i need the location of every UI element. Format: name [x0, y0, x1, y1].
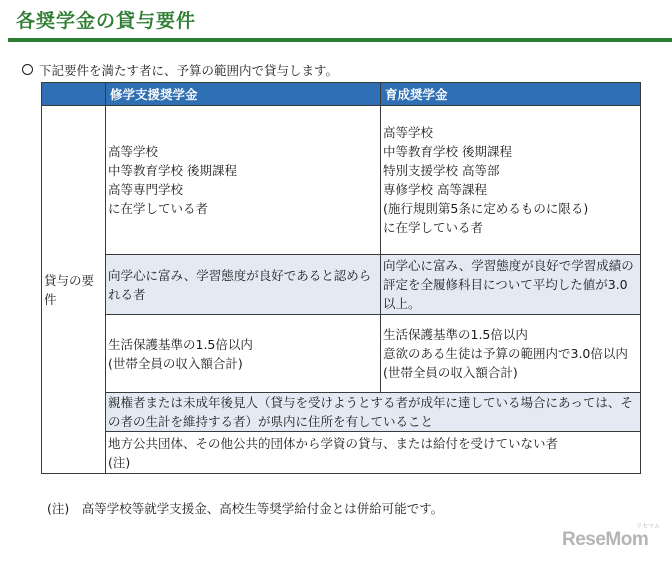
school-requirement-shugaku: 高等学校 中等教育学校 後期課程 高等専門学校 に在学している者	[106, 106, 381, 255]
attitude-requirement-ikusei: 向学心に富み、学習態度が良好で学習成績の評定を全履修科目について平均した値が3.0以上。	[381, 255, 641, 315]
logo-kana: リセマム	[636, 523, 660, 530]
table-row	[42, 106, 641, 255]
title-underline	[8, 38, 672, 42]
requirements-table	[41, 82, 641, 474]
table-row	[42, 432, 641, 474]
circle-bullet-icon	[22, 64, 33, 75]
page-title: 各奨学金の貸与要件	[16, 10, 197, 32]
table-row	[42, 315, 641, 393]
school-requirement-ikusei: 高等学校 中等教育学校 後期課程 特別支援学校 高等部 専修学校 高等課程 (施行規則第5条に定めるものに限る) に在学している者	[381, 106, 641, 255]
header-ikusei: 育成奨学金	[381, 83, 641, 106]
resemom-logo: ReseMom	[562, 529, 649, 550]
table-row	[42, 255, 641, 315]
intro-text	[22, 63, 338, 79]
header-empty	[42, 83, 106, 106]
header-shugaku: 修学支援奨学金	[106, 83, 381, 106]
footnote: (注) 高等学校等就学支援金、高校生等奨学給付金とは併給可能です。	[47, 501, 444, 516]
row-label-cell: 貸与の要件	[42, 106, 106, 474]
attitude-requirement-shugaku: 向学心に富み、学習態度が良好であると認められる者	[106, 255, 381, 315]
income-requirement-ikusei: 生活保護基準の1.5倍以内 意欲のある生徒は予算の範囲内で3.0倍以内 (世帯全員の収入額合計)	[381, 315, 641, 393]
table-header-row	[42, 83, 641, 106]
income-requirement-shugaku: 生活保護基準の1.5倍以内 (世帯全員の収入額合計)	[106, 315, 381, 393]
intro-label: 下記要件を満たす者に、予算の範囲内で貸与します。	[39, 63, 339, 78]
no-other-loan-requirement: 地方公共団体、その他公共的団体から学資の貸与、または給付を受けていない者 (注)	[106, 432, 641, 474]
table-row	[42, 393, 641, 432]
guardian-requirement: 親権者または未成年後見人（貸与を受けようとする者が成年に達している場合にあっては、その者の生計を維持する者）が県内に住所を有していること	[106, 393, 641, 432]
